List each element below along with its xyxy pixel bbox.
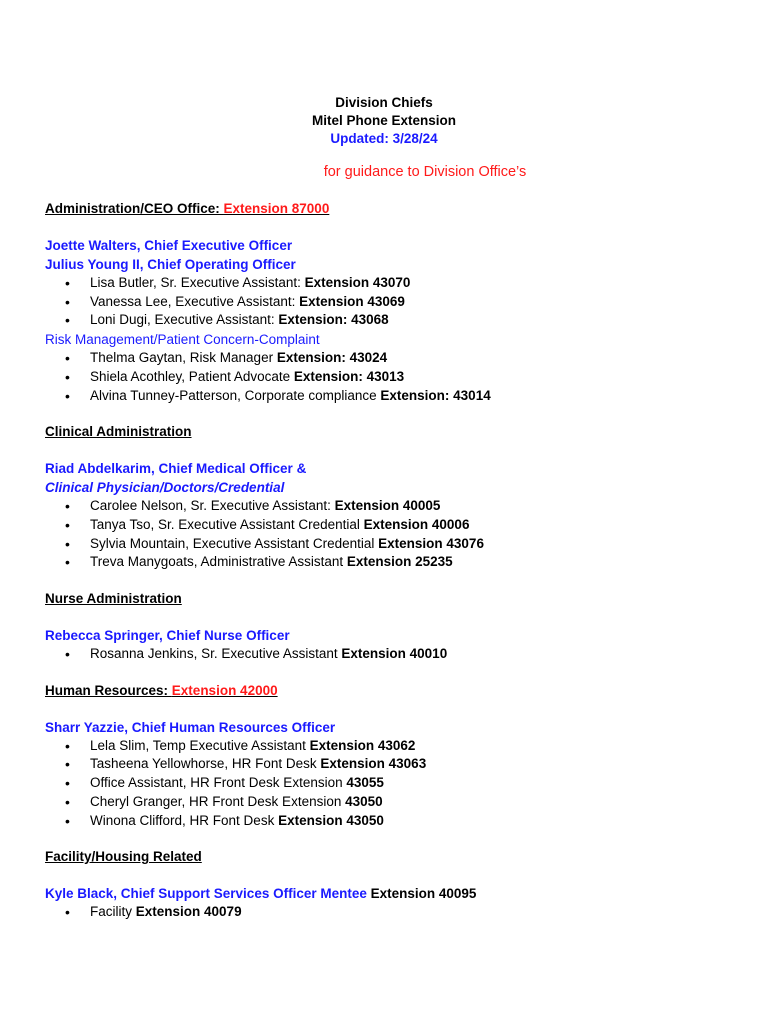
chief-name: Kyle Black, Chief Support Services Officer Mentee	[45, 886, 367, 902]
contact-list	[45, 645, 745, 664]
contact-extension: Extension: 43013	[293, 368, 405, 384]
chief-line	[45, 884, 745, 903]
section-title-text: Human Resources:	[45, 682, 172, 698]
list-item	[90, 293, 745, 312]
contact-name: Rosanna Jenkins, Sr. Executive Assistant	[90, 646, 342, 662]
list-item	[90, 755, 745, 774]
list-item	[90, 774, 745, 793]
contact-extension: Extension 40006	[363, 516, 470, 532]
list-item	[90, 535, 745, 554]
list-item	[90, 737, 745, 756]
list-item	[90, 516, 745, 535]
guidance-note: for guidance to Division Office’s	[323, 164, 527, 180]
contact-name: Office Assistant, HR Front Desk Extension	[90, 775, 347, 791]
list-item	[90, 274, 745, 293]
subsection-title-risk: Risk Management/Patient Concern-Complaint	[45, 332, 320, 348]
contact-name: Lisa Butler, Sr. Executive Assistant:	[90, 275, 305, 290]
contact-name: Tanya Tso, Sr. Executive Assistant Credential	[90, 516, 364, 532]
contact-list	[45, 274, 745, 330]
document-title: Division Chiefs	[335, 95, 433, 110]
contact-extension: Extension 43069	[299, 293, 405, 309]
list-item	[90, 903, 745, 922]
contact-name: Carolee Nelson, Sr. Executive Assistant:	[90, 498, 335, 514]
list-item	[90, 812, 745, 831]
contact-extension: Extension 43070	[304, 275, 411, 290]
chief-name: Sharr Yazzie, Chief Human Resources Officer	[45, 719, 336, 735]
list-item	[90, 368, 745, 387]
contact-extension: Extension 43076	[378, 535, 484, 551]
contact-extension: 43055	[346, 775, 384, 791]
list-item	[90, 497, 745, 516]
contact-extension: Extension 40079	[135, 904, 242, 920]
contact-extension: Extension 40005	[334, 498, 441, 514]
contact-name: Loni Dugi, Executive Assistant:	[90, 312, 279, 328]
section-title-nurse: Nurse Administration	[45, 591, 182, 607]
contact-name: Treva Manygoats, Administrative Assistant	[90, 554, 347, 570]
document-header	[0, 94, 768, 148]
contact-name: Cheryl Granger, HR Front Desk Extension	[90, 793, 346, 809]
list-item	[90, 793, 745, 812]
contact-name: Shiela Acothley, Patient Advocate	[90, 368, 294, 384]
section-title-clinical: Clinical Administration	[45, 424, 192, 440]
contact-extension: Extension 40010	[341, 646, 448, 662]
contact-name: Lela Slim, Temp Executive Assistant	[90, 737, 310, 753]
updated-date: Updated: 3/28/24	[330, 131, 438, 146]
list-item	[90, 349, 745, 368]
list-item	[90, 311, 745, 330]
contact-list	[45, 497, 745, 572]
contact-name: Vanessa Lee, Executive Assistant:	[90, 293, 300, 309]
contact-extension: Extension: 43068	[278, 312, 389, 328]
contact-name: Winona Clifford, HR Font Desk	[90, 812, 279, 828]
chief-extension: Extension 40095	[366, 886, 477, 902]
contact-list	[45, 349, 745, 405]
chief-name: Rebecca Springer, Chief Nurse Officer	[45, 628, 290, 644]
contact-name: Tasheena Yellowhorse, HR Font Desk	[90, 756, 321, 772]
list-item	[90, 553, 745, 572]
section-title-hr	[45, 682, 745, 700]
list-item	[90, 387, 745, 406]
chief-name: Riad Abdelkarim, Chief Medical Officer &	[45, 461, 307, 477]
document-subtitle: Mitel Phone Extension	[311, 113, 457, 128]
contact-extension: 43050	[345, 793, 383, 809]
contact-extension: Extension 43063	[320, 756, 427, 772]
section-extension: Extension 42000	[171, 682, 278, 698]
contact-list	[45, 737, 745, 831]
contact-extension: Extension 43050	[278, 812, 384, 828]
section-extension: Extension 87000	[223, 201, 330, 216]
contact-name: Facility	[90, 904, 136, 920]
chief-role: Clinical Physician/Doctors/Credential	[45, 480, 285, 496]
contact-name: Alvina Tunney-Patterson, Corporate compliance	[90, 387, 381, 403]
section-title-text: Administration/CEO Office:	[45, 201, 224, 216]
contact-extension: Extension: 43024	[276, 350, 388, 366]
contact-extension: Extension: 43014	[380, 387, 491, 403]
contact-list	[45, 903, 745, 922]
contact-extension: Extension 43062	[309, 737, 416, 753]
contact-extension: Extension 25235	[346, 554, 453, 570]
directory-content	[45, 200, 745, 922]
chief-name: Julius Young II, Chief Operating Officer	[45, 257, 296, 272]
section-title-administration	[45, 200, 745, 218]
contact-name: Thelma Gaytan, Risk Manager	[90, 350, 277, 366]
list-item	[90, 645, 745, 664]
chief-name: Joette Walters, Chief Executive Officer	[45, 238, 293, 253]
section-title-facility: Facility/Housing Related	[45, 849, 202, 865]
contact-name: Sylvia Mountain, Executive Assistant Credential	[90, 535, 379, 551]
